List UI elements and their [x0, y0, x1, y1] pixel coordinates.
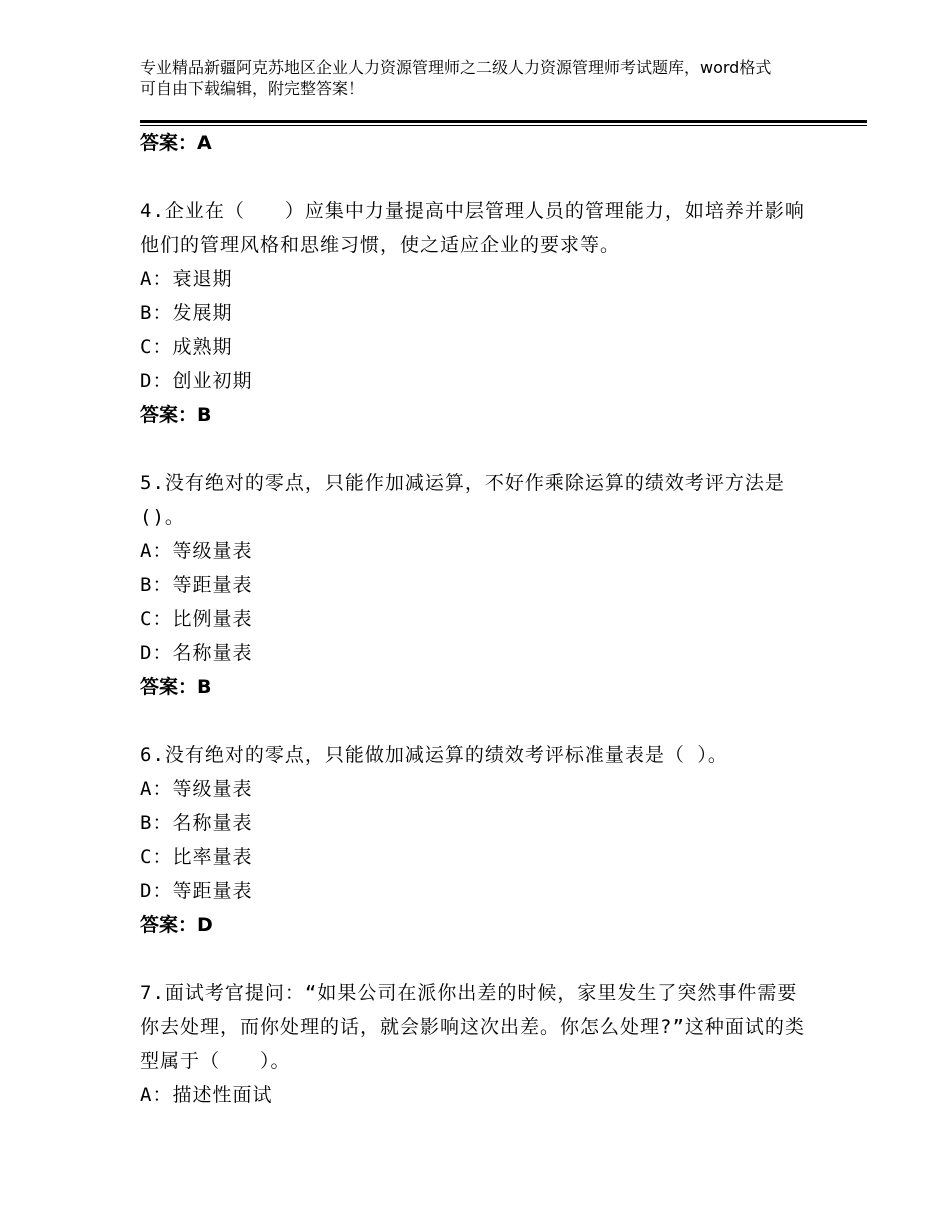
answer-line: 答案：B: [140, 404, 212, 426]
question-7: [140, 976, 810, 1112]
question-4: [140, 194, 810, 432]
header-title: 专业精品新疆阿克苏地区企业人力资源管理师之二级人力资源管理师考试题库，word格式可自由下载编辑，附完整答案！: [140, 58, 772, 98]
question-stem: 5.没有绝对的零点，只能作加减运算，不好作乘除运算的绩效考评方法是()。: [140, 472, 785, 528]
option-d: D：创业初期: [140, 370, 253, 392]
option-d: D：名称量表: [140, 642, 253, 664]
option-a: A：等级量表: [140, 540, 253, 562]
option-a: A：等级量表: [140, 778, 253, 800]
option-d: D：等距量表: [140, 880, 253, 902]
option-b: B：名称量表: [140, 812, 253, 834]
question-6: [140, 738, 810, 942]
document-header: [140, 57, 780, 99]
option-c: C：比例量表: [140, 608, 253, 630]
option-a: A：衰退期: [140, 268, 233, 290]
answer-line: 答案：D: [140, 914, 213, 936]
header-rule-thick: [140, 120, 867, 123]
option-c: C：比率量表: [140, 846, 253, 868]
option-a: A：描述性面试: [140, 1084, 273, 1106]
question-stem: 7.面试考官提问：“如果公司在派你出差的时候，家里发生了突然事件需要你去处理，而你处理的话，就会影响这次出差。你怎么处理?”这种面试的类型属于（ ）。: [140, 982, 805, 1072]
question-stem: 6.没有绝对的零点，只能做加减运算的绩效考评标准量表是（ ）。: [140, 744, 728, 766]
option-b: B：等距量表: [140, 574, 253, 596]
question-list: [140, 126, 810, 1112]
answer-line: 答案：B: [140, 676, 212, 698]
question-5: [140, 466, 810, 704]
option-b: B：发展期: [140, 302, 233, 324]
previous-answer: 答案：A: [140, 132, 212, 154]
question-stem: 4.企业在（ ）应集中力量提高中层管理人员的管理能力，如培养并影响他们的管理风格和思维习惯，使之适应企业的要求等。: [140, 200, 805, 256]
option-c: C：成熟期: [140, 336, 233, 358]
